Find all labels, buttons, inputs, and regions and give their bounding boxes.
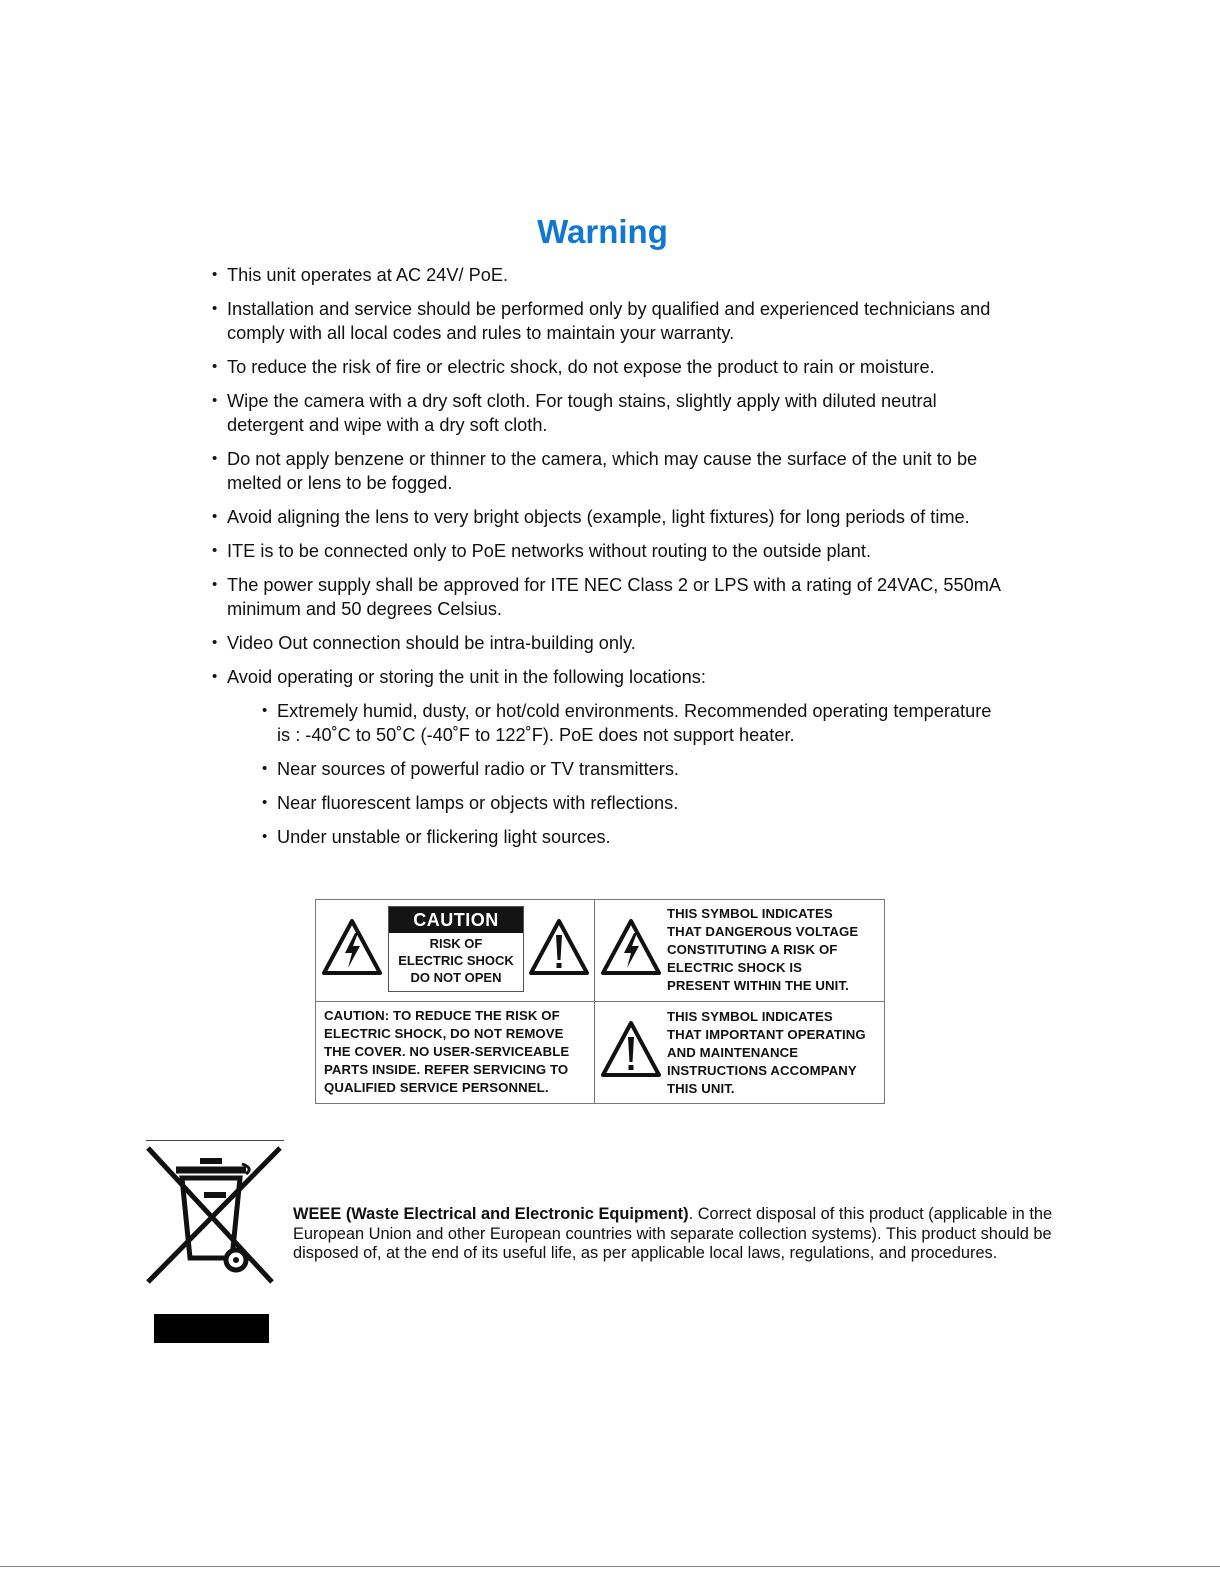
weee-notice [293,1205,1073,1264]
lightning-warning-icon [321,918,383,976]
warning-item-locations [212,665,1002,849]
caution-label-line: RISK OF [429,936,483,951]
caution-label-line: ELECTRIC SHOCK [398,953,514,968]
location-item: • Extremely humid, dusty, or hot/cold environments. Recommended operating temperature is : -40˚C to 50˚C (-40˚F to 122˚F). PoE does not support heater. [262,699,1002,747]
warning-item: • Video Out connection should be intra-building only. [212,631,1002,655]
location-item: • Near sources of powerful radio or TV transmitters. [262,757,1002,781]
warning-item: • Wipe the camera with a dry soft cloth. For tough stains, slightly apply with diluted neutral detergent and wipe with a dry soft cloth. [212,389,1002,437]
warning-item: • ITE is to be connected only to PoE networks without routing to the outside plant. [212,539,1002,563]
warning-item: • This unit operates at AC 24V/ PoE. [212,263,1002,287]
warning-item: • Do not apply benzene or thinner to the camera, which may cause the surface of the unit to be melted or lens to be fogged. [212,447,1002,495]
table-divider-horizontal [316,1001,884,1002]
location-list [227,699,1002,849]
caution-label-header: CAUTION [389,907,523,933]
warning-item: • Installation and service should be performed only by qualified and experienced technicians and comply with all local codes and rules to maintain your warranty. [212,297,1002,345]
warning-list [212,263,1002,859]
locations-intro: Avoid operating or storing the unit in the following locations: [227,667,706,687]
caution-label [388,906,524,992]
weee-marking-bar [154,1314,269,1343]
caution-label-line: DO NOT OPEN [410,970,502,985]
warning-item: • The power supply shall be approved for ITE NEC Class 2 or LPS with a rating of 24VAC, 550mA minimum and 50 degrees Celsius. [212,573,1002,621]
instructions-symbol-text: THIS SYMBOL INDICATES THAT IMPORTANT OPERATING AND MAINTENANCE INSTRUCTIONS ACCOMPANY THIS UNIT. [667,1009,866,1096]
location-item: • Near fluorescent lamps or objects with reflections. [262,791,1002,815]
exclamation-warning-icon [600,1020,662,1078]
lightning-warning-icon [600,918,662,976]
caution-symbol-table [315,899,885,1104]
page-bottom-rule [0,1566,1220,1567]
weee-heading: WEEE (Waste Electrical and Electronic Equipment) [293,1205,689,1223]
voltage-symbol-text: THIS SYMBOL INDICATES THAT DANGEROUS VOLTAGE CONSTITUTING A RISK OF ELECTRIC SHOCK IS PRESENT WITHIN THE UNIT. [667,906,859,993]
caution-panel-text: CAUTION: TO REDUCE THE RISK OF ELECTRIC SHOCK, DO NOT REMOVE THE COVER. NO USER-SERVICEABLE PARTS INSIDE. REFER SERVICING TO QUALIFIED SERVICE PERSONNEL. [324,1008,570,1095]
page-title: Warning [537,213,668,250]
weee-body: . Correct disposal of this product (applicable in the European Union and other European countries with separate collection systems). This product should be disposed of, at the end of its useful life, as per applicable local laws, regulations, and procedures. [293,1205,1053,1263]
exclamation-warning-icon [528,918,590,976]
warning-item: • Avoid aligning the lens to very bright objects (example, light fixtures) for long periods of time. [212,505,1002,529]
crossed-out-wheelie-bin-icon [142,1140,288,1290]
location-item: • Under unstable or flickering light sources. [262,825,1002,849]
warning-item: • To reduce the risk of fire or electric shock, do not expose the product to rain or moisture. [212,355,1002,379]
